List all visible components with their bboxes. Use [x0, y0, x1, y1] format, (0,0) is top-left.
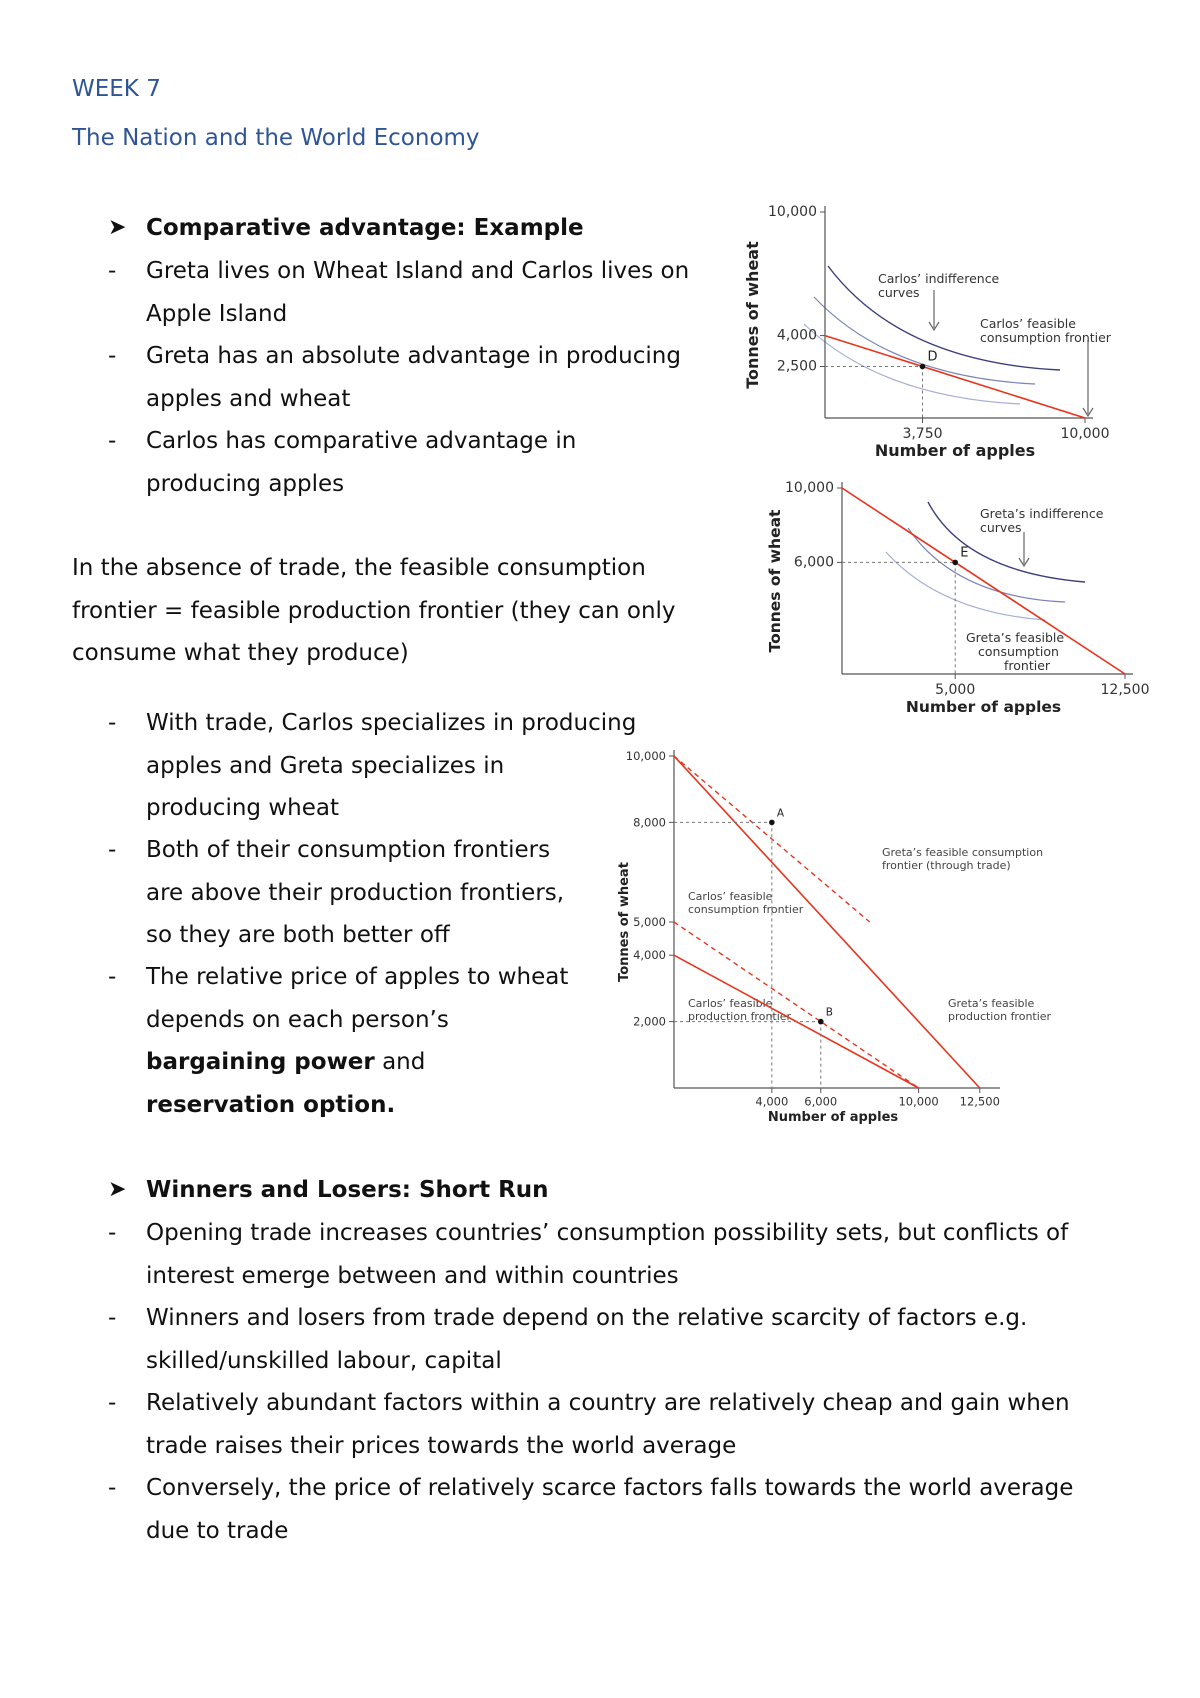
data-point — [818, 1019, 824, 1025]
annotation-carlos-production-1: Carlos’ feasible — [688, 997, 773, 1010]
annotation-carlos-production-2: production frontier — [688, 1010, 792, 1023]
y-axis-label: Tonnes of wheat — [617, 862, 632, 982]
annotation-frontier-3: frontier — [1004, 658, 1051, 673]
annotation-carlos-consumption-2: consumption frontier — [688, 903, 804, 916]
x-tick-label: 12,500 — [959, 1094, 1000, 1109]
y-tick-label: 10,000 — [625, 749, 666, 763]
annotation-frontier-2: consumption — [978, 644, 1059, 659]
annotation-indifference-2: curves — [980, 520, 1022, 535]
point-label: E — [960, 545, 969, 561]
x-tick-label: 4,000 — [755, 1094, 789, 1109]
annotation-indifference-1: Greta’s indifference — [980, 506, 1104, 521]
chart-trade — [612, 742, 1102, 1152]
chart-greta — [760, 472, 1170, 722]
paragraph: In the absence of trade, the feasible consumption frontier = feasible production frontier (they can only consume what they produce) — [72, 555, 676, 666]
y-tick-label: 6,000 — [793, 554, 834, 571]
x-tick-label: 10,000 — [1060, 426, 1110, 442]
data-point — [920, 364, 926, 370]
annotation-greta-trade-1: Greta’s feasible consumption — [882, 846, 1044, 859]
data-point — [952, 560, 958, 566]
annotation-greta-production-2: production frontier — [948, 1010, 1052, 1023]
x-axis-label: Number of apples — [905, 698, 1062, 716]
y-tick-label: 4,000 — [633, 948, 666, 963]
y-tick-label: 2,500 — [776, 358, 817, 375]
point-label: A — [776, 807, 785, 820]
annotation-carlos-consumption-1: Carlos’ feasible — [688, 890, 773, 903]
y-axis-label: Tonnes of wheat — [766, 509, 784, 653]
chart-carlos — [740, 192, 1170, 468]
y-tick-label: 8,000 — [633, 815, 666, 830]
annotation-indifference-2: curves — [878, 285, 920, 300]
y-tick-label: 5,000 — [633, 915, 666, 929]
annotation-frontier-1: Greta’s feasible — [966, 630, 1065, 645]
x-axis-label: Number of apples — [767, 1110, 899, 1125]
y-tick-label: 10,000 — [768, 204, 817, 220]
arrow-pointer-icon — [1019, 532, 1029, 566]
annotation-frontier-1: Carlos’ feasible — [980, 316, 1076, 331]
x-tick-label: 5,000 — [935, 682, 976, 698]
x-tick-label: 6,000 — [804, 1094, 838, 1109]
y-tick-label: 10,000 — [785, 480, 834, 496]
arrow-bullet-icon: ➤ — [108, 1177, 127, 1202]
data-point — [769, 820, 775, 826]
annotation-frontier-2: consumption frontier — [980, 330, 1111, 345]
x-axis-label: Number of apples — [874, 441, 1036, 460]
y-tick-label: 4,000 — [776, 327, 817, 344]
arrow-pointer-icon — [929, 290, 1093, 416]
y-tick-label: 2,000 — [633, 1014, 666, 1029]
arrow-bullet-icon: ➤ — [108, 215, 127, 240]
point-label: B — [825, 1006, 833, 1019]
x-tick-label: 10,000 — [898, 1094, 939, 1109]
annotation-greta-production-1: Greta’s feasible — [948, 997, 1035, 1010]
point-label: D — [927, 349, 938, 365]
annotation-greta-trade-2: frontier (through trade) — [882, 859, 1011, 872]
series-line-1 — [825, 336, 1085, 418]
x-tick-label: 12,500 — [1100, 682, 1150, 698]
page-title: The Nation and the World Economy — [72, 125, 480, 151]
week-label: WEEK 7 — [72, 76, 161, 102]
y-axis-label: Tonnes of wheat — [743, 241, 762, 389]
x-tick-label: 3,750 — [902, 426, 943, 442]
annotation-indifference-1: Carlos’ indifference — [878, 271, 1000, 286]
